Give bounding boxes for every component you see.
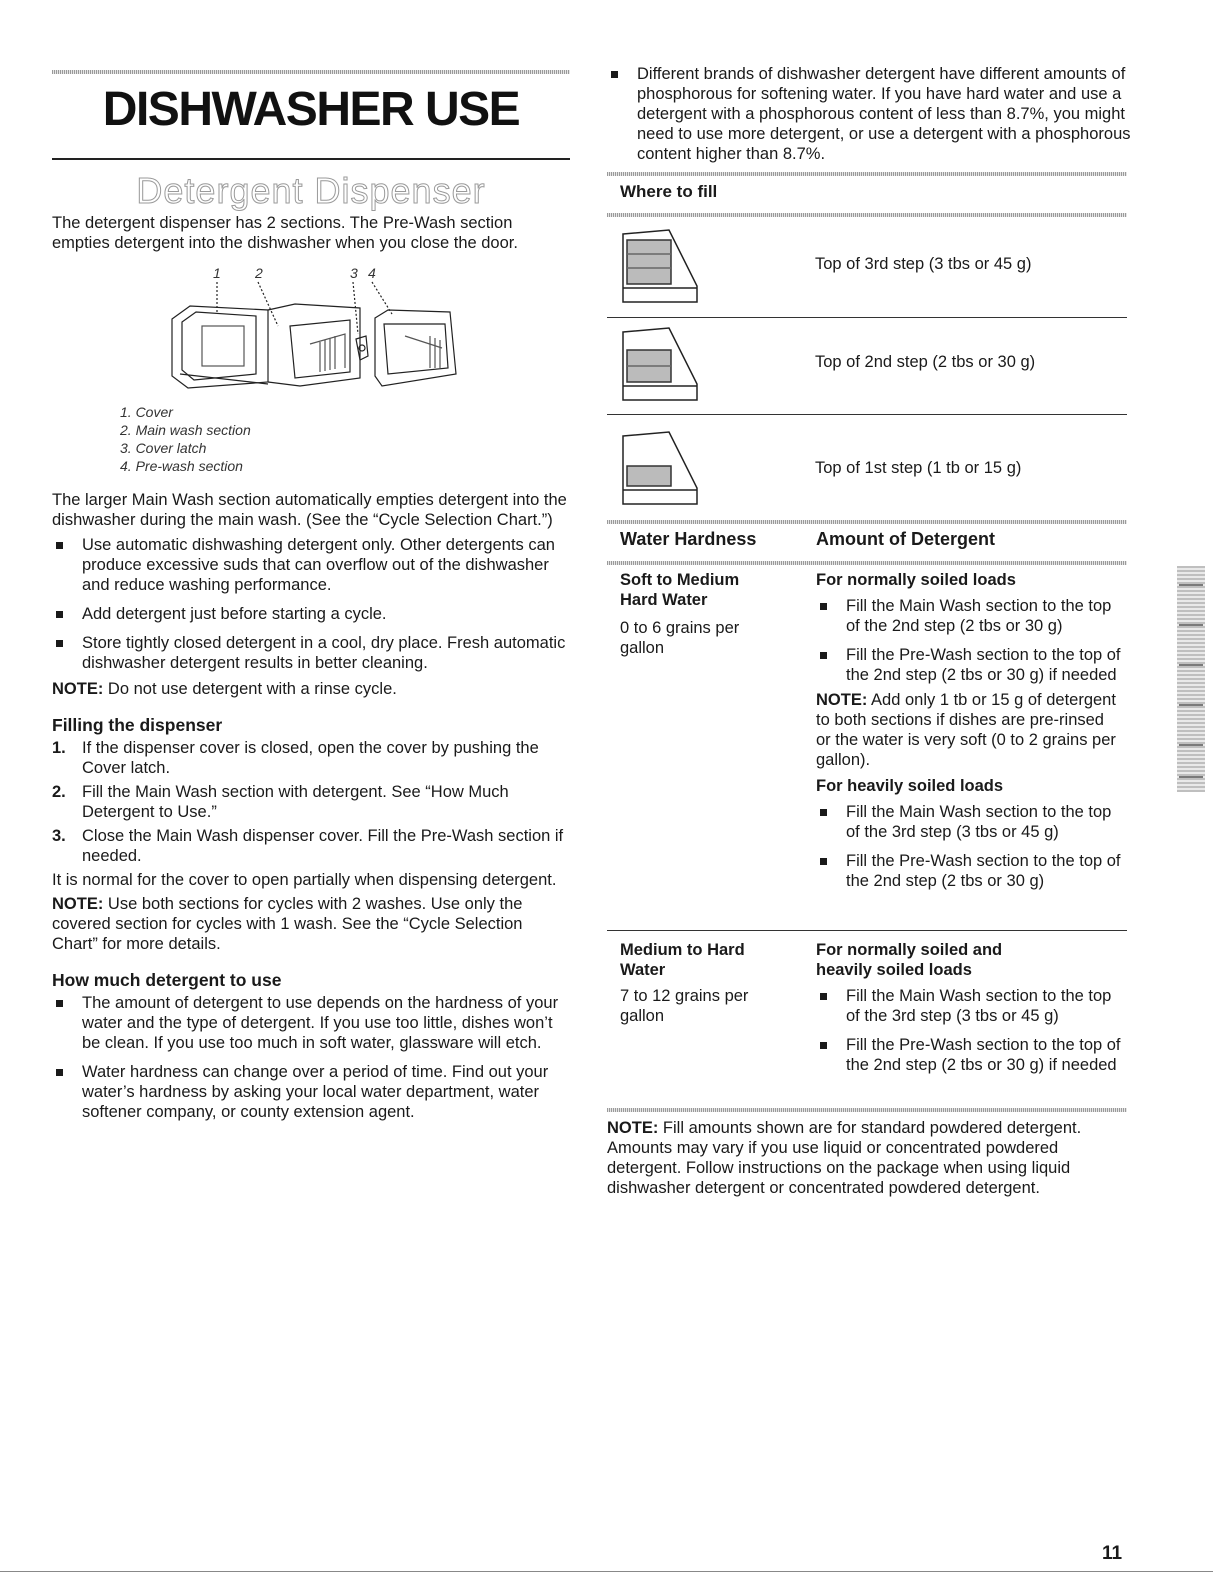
note-text: Do not use detergent with a rinse cycle. (103, 680, 397, 698)
caption-cover-latch: 3. Cover latch (120, 440, 207, 456)
step-text: Fill the Main Wash section with detergent. See “How Much Detergent to Use.” (82, 783, 509, 821)
note-rinse-cycle (52, 679, 570, 699)
bullet-main-wash-2nd: Fill the Main Wash section to the top of the 2nd step (2 tbs or 30 g) (816, 596, 1121, 636)
grains-7-12: 7 to 12 grains per gallon (620, 987, 749, 1025)
bullet-pre-wash-2nd-heavy: Fill the Pre-Wash section to the top of the 2nd step (2 tbs or 30 g) (816, 851, 1121, 891)
fill-divider-1 (607, 317, 1127, 318)
normal-heavy-heading: For normally soiled and heavily soiled loads (816, 941, 1003, 979)
note-label: NOTE: (52, 895, 104, 913)
dispenser-diagram (160, 264, 460, 399)
callout-3: 3 (350, 265, 358, 281)
callout-2: 2 (255, 265, 263, 281)
fill-divider-2 (607, 414, 1127, 415)
bullet-pre-wash-2nd: Fill the Pre-Wash section to the top of the 2nd step (2 tbs or 30 g) if needed (816, 645, 1121, 685)
step-number: 3. (52, 827, 66, 845)
normal-open-text: It is normal for the cover to open partially when dispensing detergent. (52, 871, 557, 889)
callout-1: 1 (213, 265, 221, 281)
hardness-medium-hard: Medium to Hard Water (620, 941, 745, 979)
grains-0-6: 0 to 6 grains per gallon (620, 619, 740, 657)
diagram-captions (120, 403, 420, 475)
footer-rule (0, 1571, 1213, 1572)
note-pre-rinsed (816, 690, 1121, 770)
cup-2nd-step-icon (619, 326, 699, 408)
bullet-pre-wash-2nd-hard: Fill the Pre-Wash section to the top of the 2nd step (2 tbs or 30 g) if needed (816, 1035, 1121, 1075)
fill-row-3rd-step (607, 222, 1127, 317)
step-text: Close the Main Wash dispenser cover. Fill the Pre-Wash section if needed. (82, 827, 564, 865)
where-to-fill-heading: Where to fill (620, 182, 718, 201)
callout-4: 4 (368, 265, 376, 281)
fill-1st-step-text: Top of 1st step (1 tb or 15 g) (815, 459, 1022, 477)
dispenser-drawing (160, 264, 460, 399)
note-text: Add only 1 tb or 15 g of detergent to both sections if dishes are pre-rinsed or the water is very soft (0 to 2 grains per gallon). (816, 691, 1116, 769)
table-header-bar (607, 561, 1127, 565)
table-top-bar (607, 520, 1127, 524)
filling-heading: Filling the dispenser (52, 715, 223, 735)
hardness-soft-medium: Soft to Medium Hard Water (620, 571, 740, 609)
bullet-detergent-brands: Different brands of dishwasher detergent have different amounts of phosphorous for softening water. If you have hard water and use a detergent with a phosphorous content of less than 8.7%, you might need to use more detergent, or use a detergent with a phosphorous content higher than 8.7%. (607, 64, 1157, 164)
step-number: 1. (52, 739, 66, 757)
title-rule (52, 158, 570, 160)
note-label: NOTE: (816, 691, 868, 709)
step-number: 2. (52, 783, 66, 801)
amount-medium-hard (816, 940, 1121, 1075)
page-number: 11 (1102, 1543, 1123, 1564)
heavy-loads-heading: For heavily soiled loads (816, 777, 1004, 795)
section-title: Detergent Dispenser (136, 170, 486, 211)
note-label: NOTE: (607, 1119, 659, 1137)
bullet-amount-depends: The amount of detergent to use depends on the hardness of your water and the type of detergent. If you use too little, dishes won’t be clean. If you use too much in soft water, glassware will etch. (52, 993, 570, 1053)
step-text: If the dispenser cover is closed, open the cover by pushing the Cover latch. (82, 739, 539, 777)
fill-2nd-step-text: Top of 2nd step (2 tbs or 30 g) (815, 353, 1036, 371)
note-label: NOTE: (52, 680, 104, 698)
table-bottom-bar (607, 1108, 1127, 1112)
main-wash-paragraph: The larger Main Wash section automatically empties detergent into the dishwasher during the main wash. (See the “Cycle Selection Chart.”) (52, 491, 567, 529)
note-text: Fill amounts shown are for standard powdered detergent. Amounts may vary if you use liquid or concentrated powdered detergent. Follow instructions on the package when using liquid dishwasher detergent or concentrated powdered detergent. (607, 1119, 1082, 1197)
caption-cover: 1. Cover (120, 404, 173, 420)
dispenser-intro: The detergent dispenser has 2 sections. The Pre-Wash section empties detergent into the dishwasher when you close the door. (52, 214, 518, 252)
table-row-divider (607, 930, 1127, 931)
language-side-tab (1177, 566, 1205, 792)
cup-1st-step-icon (619, 430, 699, 512)
how-much-heading: How much detergent to use (52, 970, 282, 990)
normal-loads-heading: For normally soiled loads (816, 571, 1016, 589)
bullet-main-wash-3rd-hard: Fill the Main Wash section to the top of the 3rd step (3 tbs or 45 g) (816, 986, 1121, 1026)
bullet-main-wash-3rd: Fill the Main Wash section to the top of the 3rd step (3 tbs or 45 g) (816, 802, 1121, 842)
bullet-automatic-detergent: Use automatic dishwashing detergent only. Other detergents can produce excessive suds that can overflow out of the dishwasher and reduce washing performance. (52, 535, 570, 595)
note-text: Use both sections for cycles with 2 washes. Use only the covered section for cycles with 1 wash. See the “Cycle Selection Chart” for more details. (52, 895, 523, 953)
title-top-bar (52, 70, 570, 74)
bullet-store-detergent: Store tightly closed detergent in a cool, dry place. Fresh automatic dishwasher detergent results in better cleaning. (52, 633, 570, 673)
amount-soft-medium (816, 570, 1121, 891)
where-top-bar (607, 172, 1127, 176)
col-amount-of-detergent: Amount of Detergent (816, 529, 995, 549)
page-title: DISHWASHER USE (102, 83, 520, 136)
note-powdered-detergent (607, 1118, 1127, 1198)
filling-step-1 (52, 738, 570, 778)
note-two-washes (52, 894, 570, 954)
col-water-hardness: Water Hardness (620, 529, 757, 549)
fill-row-2nd-step (607, 322, 1127, 412)
bullet-water-hardness: Water hardness can change over a period of time. Find out your water’s hardness by asking your local water department, water softener company, or county extension agent. (52, 1062, 570, 1122)
filling-step-2 (52, 782, 570, 822)
where-bottom-bar (607, 213, 1127, 217)
cup-3rd-step-icon (619, 228, 699, 310)
fill-3rd-step-text: Top of 3rd step (3 tbs or 45 g) (815, 255, 1032, 273)
caption-main-wash: 2. Main wash section (120, 422, 251, 438)
caption-pre-wash: 4. Pre-wash section (120, 458, 243, 474)
fill-row-1st-step (607, 422, 1127, 517)
left-body (52, 490, 570, 1122)
filling-step-3 (52, 826, 570, 866)
bullet-add-before-cycle: Add detergent just before starting a cycle. (52, 604, 570, 624)
